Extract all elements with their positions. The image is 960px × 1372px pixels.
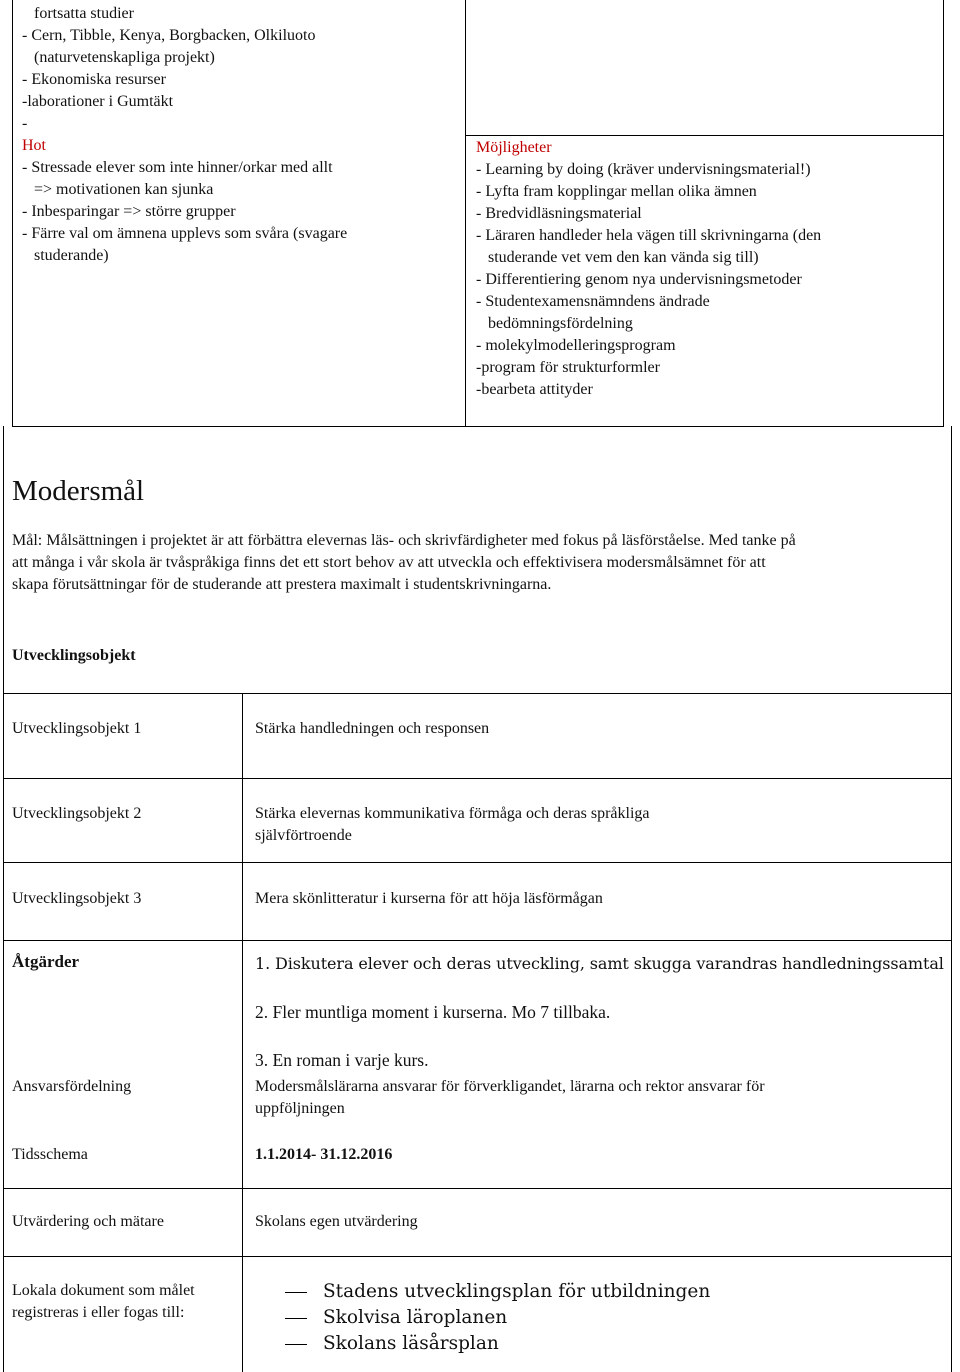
table-column-divider xyxy=(242,693,243,1372)
list-item: - Bredvidläsningsmaterial xyxy=(476,205,642,222)
obj2-label: Utvecklingsobjekt 2 xyxy=(12,805,142,822)
section-left-border xyxy=(3,426,4,693)
list-item: - Lyfta fram kopplingar mellan olika ämnen xyxy=(476,183,757,200)
list-item: => motivationen kan sjunka xyxy=(34,181,214,198)
list-item: - Färre val om ämnena upplevs som svåra (svagare xyxy=(22,225,348,242)
tid-label: Tidsschema xyxy=(12,1146,88,1163)
list-item: fortsatta studier xyxy=(34,5,134,22)
ansvar-label: Ansvarsfördelning xyxy=(12,1078,132,1095)
tid-value: 1.1.2014- 31.12.2016 xyxy=(255,1146,393,1163)
list-item: - Differentiering genom nya undervisningsmetoder xyxy=(476,271,802,288)
lokala-item: Skolvisa läroplanen xyxy=(323,1305,507,1331)
list-item: - Learning by doing (kräver undervisningsmaterial!) xyxy=(476,161,811,178)
table-row-divider xyxy=(3,1188,952,1189)
list-item: - Inbesparingar => större grupper xyxy=(22,203,236,220)
opportunities-list xyxy=(476,137,821,401)
table-right-border xyxy=(951,693,952,1372)
atgarder-item-1: 1. Diskutera elever och deras utveckling, samt skugga varandras handledningssamtal xyxy=(255,954,944,973)
list-item: studerande vet vem den kan vända sig till) xyxy=(488,249,759,266)
atgarder-label: Åtgärder xyxy=(12,952,80,971)
list-item: - Ekonomiska resurser xyxy=(22,71,166,88)
list-item: - Läraren handleder hela vägen till skrivningarna (den xyxy=(476,227,822,244)
top-table-bottom-border xyxy=(12,426,944,427)
list-item: - xyxy=(22,115,28,132)
top-table-row-divider xyxy=(465,135,944,136)
table-row-divider xyxy=(3,1256,952,1257)
utvecklingsobjekt-heading: Utvecklingsobjekt xyxy=(12,647,136,664)
lokala-label-line2: registreras i eller fogas till: xyxy=(12,1304,185,1321)
goal-text-line1: Mål: Målsättningen i projektet är att förbättra elevernas läs- och skrivfärdigheter med fokus på läsförståelse. Med tanke på xyxy=(12,532,796,549)
list-item: -laborationer i Gumtäkt xyxy=(22,93,174,110)
section-title: Modersmål xyxy=(12,475,145,507)
obj2-value-line2: självförtroende xyxy=(255,827,352,844)
top-table-right-border xyxy=(943,0,944,426)
list-item: - Stressade elever som inte hinner/orkar med allt xyxy=(22,159,333,176)
ansvar-value-line2: uppföljningen xyxy=(255,1100,345,1117)
list-item: - Studentexamensnämndens ändrade xyxy=(476,293,710,310)
lokala-label-line1: Lokala dokument som målet xyxy=(12,1282,195,1299)
utv-value: Skolans egen utvärdering xyxy=(255,1213,418,1230)
top-table-mid-border xyxy=(465,0,466,426)
table-row-divider xyxy=(3,778,952,779)
opportunities-heading: Möjligheter xyxy=(476,139,552,156)
obj3-value: Mera skönlitteratur i kurserna för att höja läsförmågan xyxy=(255,890,603,907)
table-top-border xyxy=(3,693,952,694)
list-item: - Cern, Tibble, Kenya, Borgbacken, Olkiluoto xyxy=(22,27,316,44)
atgarder-item-3: 3. En roman i varje kurs. xyxy=(255,1050,429,1070)
obj1-value: Stärka handledningen och responsen xyxy=(255,720,490,737)
goal-text-line3: skapa förutsättningar för de studerande att prestera maximalt i studentskrivningarna. xyxy=(12,576,552,593)
lokala-item: Skolans läsårsplan xyxy=(323,1331,499,1357)
obj3-label: Utvecklingsobjekt 3 xyxy=(12,890,142,907)
obj2-value-line1: Stärka elevernas kommunikativa förmåga och deras språkliga xyxy=(255,805,650,822)
utv-label: Utvärdering och mätare xyxy=(12,1213,164,1230)
list-item: studerande) xyxy=(34,247,109,264)
lokala-item: Stadens utvecklingsplan för utbildningen xyxy=(323,1279,710,1305)
list-item: bedömningsfördelning xyxy=(488,315,633,332)
obj1-label: Utvecklingsobjekt 1 xyxy=(12,720,142,737)
list-item: - molekylmodelleringsprogram xyxy=(476,337,676,354)
goal-text-line2: att många i vår skola är tvåspråkiga finns det ett stort behov av att utveckla och effektivisera modersmålsämnet för att xyxy=(12,554,766,571)
table-row-divider xyxy=(3,862,952,863)
table-left-border xyxy=(3,693,4,1372)
list-item: -program för strukturformler xyxy=(476,359,660,376)
hot-heading: Hot xyxy=(22,137,46,154)
ansvar-value-line1: Modersmålslärarna ansvarar för förverkligandet, lärarna och rektor ansvarar för xyxy=(255,1078,765,1095)
atgarder-item-2: 2. Fler muntliga moment i kurserna. Mo 7 tillbaka. xyxy=(255,1002,611,1022)
list-item: -bearbeta attityder xyxy=(476,381,593,398)
section-right-border xyxy=(951,426,952,693)
table-row-divider xyxy=(3,940,952,941)
top-table-left-border xyxy=(12,0,13,426)
strengths-list xyxy=(22,3,347,267)
list-item: (naturvetenskapliga projekt) xyxy=(34,49,215,66)
